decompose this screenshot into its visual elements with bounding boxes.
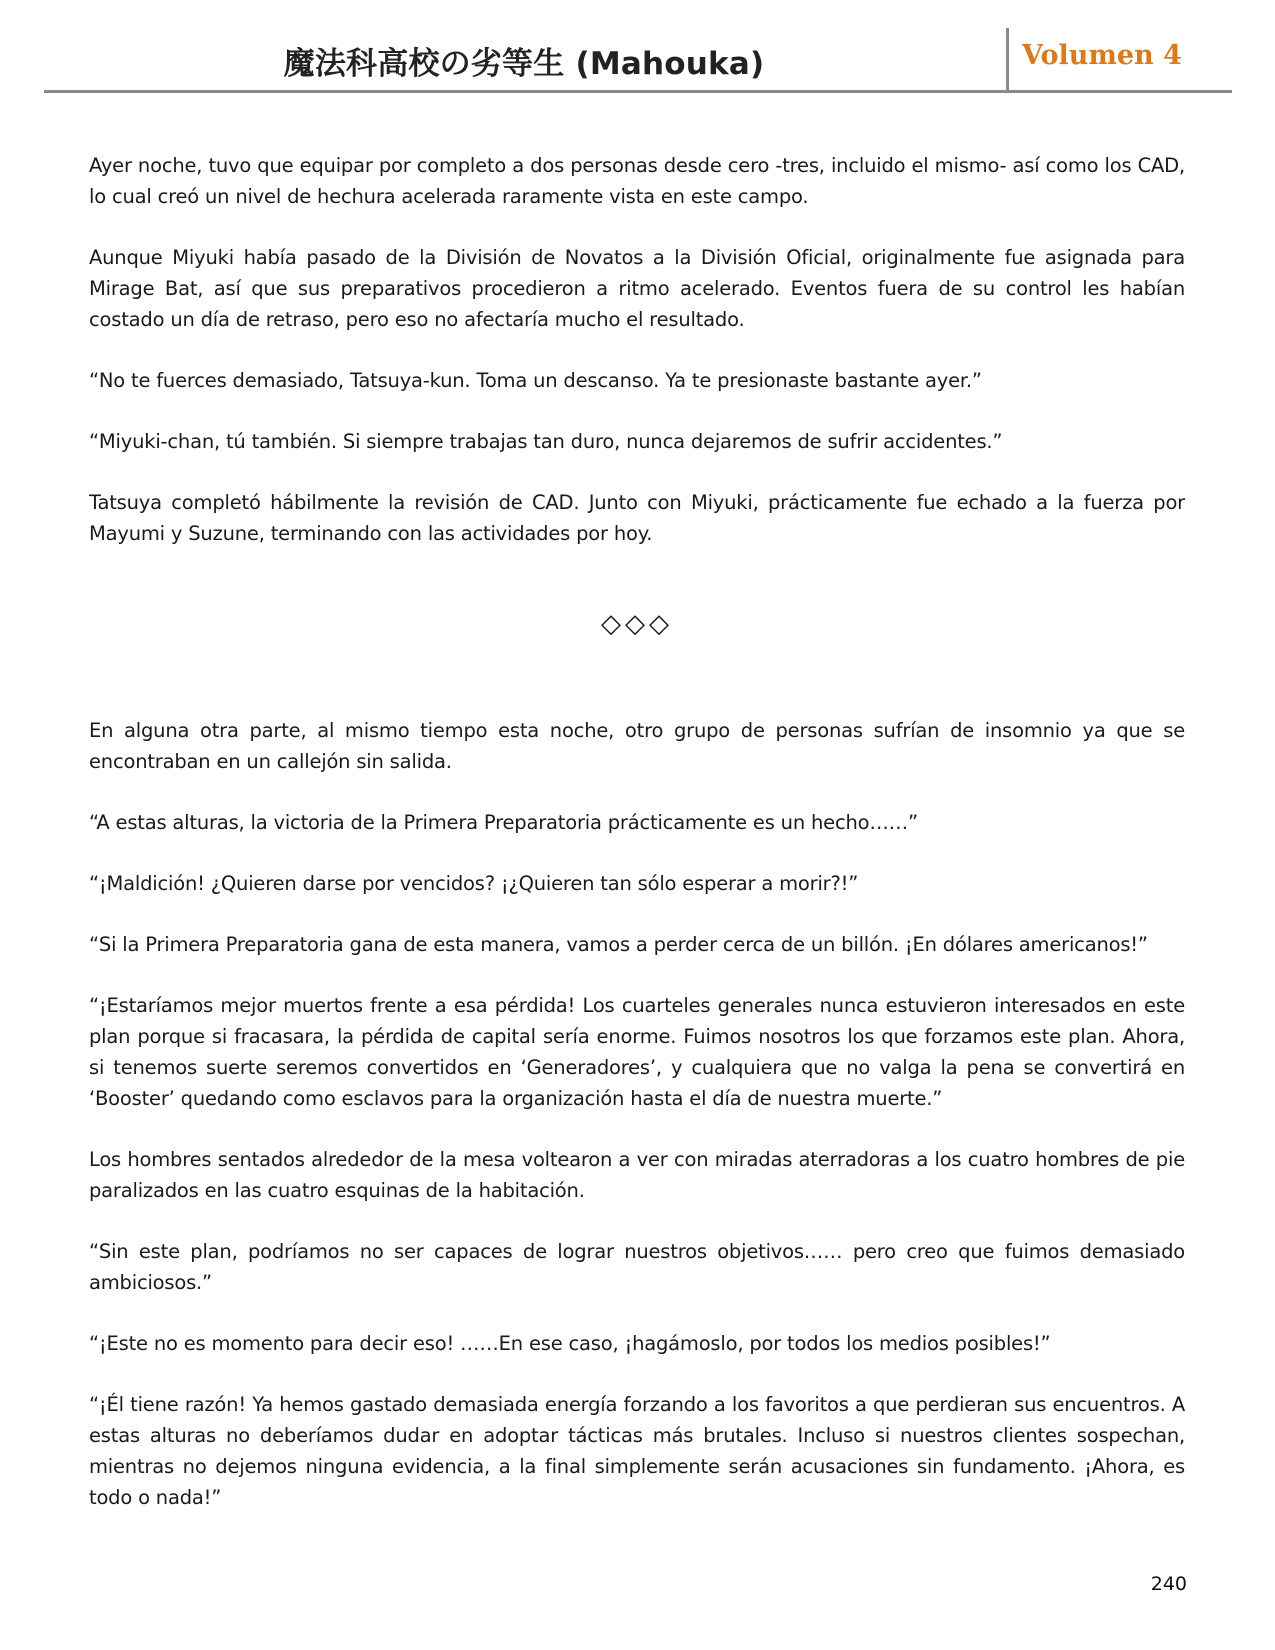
page-header: [44, 26, 1232, 96]
paragraph: “¡Él tiene razón! Ya hemos gastado demasiada energía forzando a los favoritos a que perdieran sus encuentros. A estas alturas no deberíamos dudar en adoptar tácticas más brutales. Incluso si nuestros clientes sospechan, mientras no dejemos ninguna evidencia, a la final simplemente serán acusaciones sin fundamento. ¡Ahora, es todo o nada!”: [89, 1393, 1185, 1509]
paragraph: “No te fuerces demasiado, Tatsuya-kun. Toma un descanso. Ya te presionaste bastante ayer.”: [89, 369, 982, 392]
scene-separator: ◇◇◇: [601, 609, 673, 639]
paragraph: “¡Maldición! ¿Quieren darse por vencidos? ¡¿Quieren tan sólo esperar a morir?!”: [89, 872, 859, 895]
header-rule: [44, 90, 1232, 93]
paragraph: Aunque Miyuki había pasado de la División de Novatos a la División Oficial, originalmente fue asignada para Mirage Bat, así que sus preparativos procedieron a ritmo acelerado. Eventos fuera de su control les habían costado un día de retraso, pero eso no afectaría mucho el resultado.: [89, 246, 1185, 331]
paragraph: “Sin este plan, podríamos no ser capaces de lograr nuestros objetivos…… pero creo que fuimos demasiado ambiciosos.”: [89, 1240, 1185, 1294]
book-title: 魔法科高校の劣等生 (Mahouka): [283, 46, 765, 82]
paragraph: “Miyuki-chan, tú también. Si siempre trabajas tan duro, nunca dejaremos de sufrir accidentes.”: [89, 430, 1003, 453]
paragraph: “¡Este no es momento para decir eso! ……En ese caso, ¡hagámoslo, por todos los medios posibles!”: [89, 1332, 1051, 1355]
header-divider: [1006, 28, 1009, 90]
paragraph: Ayer noche, tuvo que equipar por completo a dos personas desde cero -tres, incluido el mismo- así como los CAD, lo cual creó un nivel de hechura acelerada raramente vista en este campo.: [89, 154, 1185, 208]
paragraph: En alguna otra parte, al mismo tiempo esta noche, otro grupo de personas sufrían de insomnio ya que se encontraban en un callejón sin salida.: [89, 719, 1185, 773]
page-body: [89, 150, 1185, 1543]
volume-label: Volumen 4: [1022, 40, 1182, 71]
paragraph: “Si la Primera Preparatoria gana de esta manera, vamos a perder cerca de un billón. ¡En dólares americanos!”: [89, 933, 1148, 956]
paragraph: Tatsuya completó hábilmente la revisión de CAD. Junto con Miyuki, prácticamente fue echado a la fuerza por Mayumi y Suzune, terminando con las actividades por hoy.: [89, 491, 1185, 545]
paragraph: “¡Estaríamos mejor muertos frente a esa pérdida! Los cuarteles generales nunca estuvieron interesados en este plan porque si fracasara, la pérdida de capital sería enorme. Fuimos nosotros los que forzamos este plan. Ahora, si tenemos suerte seremos convertidos en ‘Generadores’, y cualquiera que no valga la pena se convertirá en ‘Booster’ quedando como esclavos para la organización hasta el día de nuestra muerte.”: [89, 994, 1185, 1110]
paragraph: “A estas alturas, la victoria de la Primera Preparatoria prácticamente es un hecho……”: [89, 811, 918, 834]
page-number: 240: [1150, 1573, 1187, 1595]
paragraph: Los hombres sentados alrededor de la mesa voltearon a ver con miradas aterradoras a los cuatro hombres de pie paralizados en las cuatro esquinas de la habitación.: [89, 1148, 1185, 1202]
